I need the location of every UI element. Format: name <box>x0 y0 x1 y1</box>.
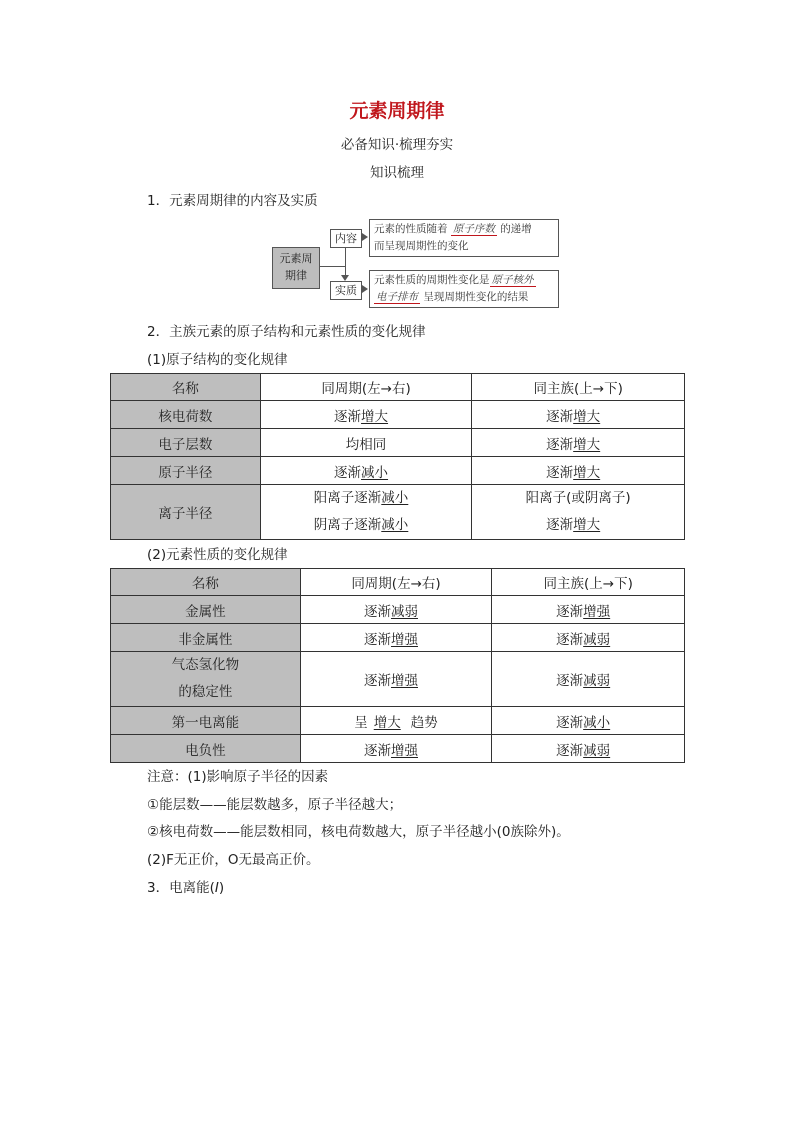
answer-electron-2: 电子排布 <box>376 291 418 303</box>
element-property-table <box>110 568 685 763</box>
section-2-heading: 2．主族元素的原子结构和元素性质的变化规律 <box>147 324 426 340</box>
table-row: 电子层数 均相同 逐渐增大 <box>111 429 685 457</box>
subtitle-2: 知识梳理 <box>370 165 424 181</box>
table2-header-name: 名称 <box>111 569 301 596</box>
table2-header-period: 同周期(左→右) <box>300 569 492 596</box>
section-3-heading: 3．电离能(I) <box>147 880 225 896</box>
note-line-1: ①能层数——能层数越多，原子半径越大； <box>147 797 403 813</box>
sub-heading-2: (2)元素性质的变化规律 <box>147 547 288 563</box>
diagram-root-box <box>272 247 320 289</box>
diagram-root-line1: 元素周 <box>279 252 313 265</box>
table1-header-group: 同主族(上→下) <box>472 374 685 401</box>
diagram-root-line2: 期律 <box>285 269 307 282</box>
section-1-heading: 1．元素周期律的内容及实质 <box>147 193 318 209</box>
answer-atomic-number: 原子序数 <box>452 223 495 235</box>
table1-header-period: 同周期(左→右) <box>260 374 472 401</box>
page-title: 元素周期律 <box>349 100 445 122</box>
table2-header-group: 同主族(上→下) <box>492 569 685 596</box>
sub-heading-1: (1)原子结构的变化规律 <box>147 352 288 368</box>
table1-header-name: 名称 <box>111 374 261 401</box>
note-line-2: ②核电荷数——能层数相同，核电荷数越大，原子半径越小(0族除外)。 <box>147 824 570 840</box>
table-row: 气态氢化物 的稳定性 逐渐增强 逐渐减弱 <box>111 652 685 707</box>
table-row: 非金属性 逐渐增强 逐渐减弱 <box>111 624 685 652</box>
note-line-3: (2)F无正价，O无最高正价。 <box>147 852 320 868</box>
table-row: 离子半径 阳离子逐渐减小 阴离子逐渐减小 阳离子(或阴离子) 逐渐增大 <box>111 485 685 540</box>
note-heading: 注意：(1)影响原子半径的因素 <box>147 769 329 785</box>
table-row: 第一电离能 呈 增大 趋势 逐渐减小 <box>111 707 685 735</box>
table-row: 电负性 逐渐增强 逐渐减弱 <box>111 735 685 763</box>
answer-electron-1: 原子核外 <box>491 274 534 286</box>
subtitle: 必备知识·梳理夯实 <box>340 137 454 153</box>
diagram-content-box: 元素的性质随着 原子序数 的递增 而呈现周期性的变化 <box>369 219 559 257</box>
atomic-structure-table <box>110 373 685 540</box>
table-row: 原子半径 逐渐减小 逐渐增大 <box>111 457 685 485</box>
diagram-essence-box: 元素性质的周期性变化是 原子核外 电子排布 呈现周期性变化的结果 <box>369 270 559 308</box>
diagram-branch-essence: 实质 <box>330 281 362 300</box>
diagram-branch-content: 内容 <box>330 229 362 248</box>
table-row: 金属性 逐渐减弱 逐渐增强 <box>111 596 685 624</box>
table-row: 核电荷数 逐渐增大 逐渐增大 <box>111 401 685 429</box>
